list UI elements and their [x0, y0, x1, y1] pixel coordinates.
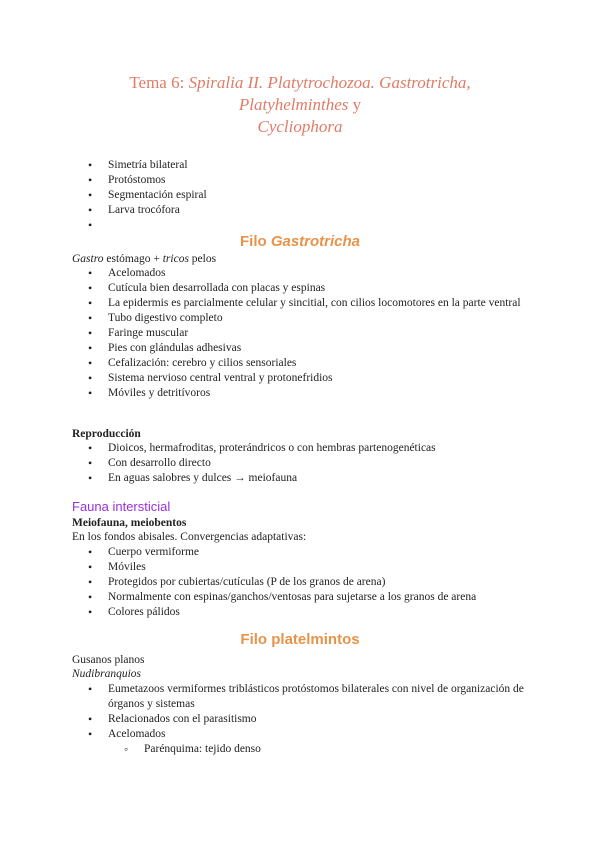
list-item-text: Acelomados — [108, 728, 166, 740]
interstitial-heading: Fauna intersticial — [72, 499, 171, 514]
title-platyhelminthes: Platyhelminthes — [238, 95, 349, 114]
list-item: • La epidermis es parcialmente celular y sincitial, con cilios locomotores en la parte ventral — [72, 296, 532, 311]
list-item: • Sistema nervioso central ventral y protonefridios — [72, 371, 532, 386]
list-item: • Móviles y detritívoros — [72, 386, 532, 401]
heading-taxon: Gastrotricha — [270, 233, 361, 250]
title-line-2 — [60, 94, 540, 116]
title-line-3 — [60, 116, 540, 138]
list-item: • Cuerpo vermiforme — [72, 545, 532, 560]
list-item: • Pies con glándulas adhesivas — [72, 341, 532, 356]
alternative-name: Nudibranquios — [72, 668, 142, 680]
reproduction-label: Reproducción — [72, 428, 141, 440]
sub-list — [108, 742, 532, 757]
list-item: • Segmentación espiral — [72, 188, 532, 203]
title-conjunction: y — [348, 95, 362, 114]
list-item: • Dioicos, hermafroditas, proterándricos o con hembras partenogenéticas — [72, 441, 532, 456]
list-item: • Cutícula bien desarrollada con placas y espinas — [72, 281, 532, 296]
title-cycliophora: Cycliophora — [257, 117, 343, 136]
platelmintos-features-list — [72, 682, 532, 757]
title-line-1 — [60, 72, 540, 94]
list-item: • Con desarrollo directo — [72, 456, 532, 471]
etym-mid: estómago + — [103, 253, 163, 265]
document-title — [60, 72, 540, 138]
list-item: • Relacionados con el parasitismo — [72, 712, 532, 727]
interstitial-intro: En los fondos abisales. Convergencias adaptativas: — [72, 531, 307, 543]
etymology-line — [72, 252, 532, 267]
list-item: • Móviles — [72, 560, 532, 575]
list-item: • Eumetazoos vermiformes triblásticos protóstomos bilaterales con nivel de organización de órganos y sistemas — [72, 682, 532, 712]
list-item-empty — [72, 218, 532, 233]
heading-prefix: Filo — [239, 233, 271, 250]
interstitial-adaptations-list — [72, 545, 532, 620]
etym-gastro: Gastro — [72, 253, 104, 265]
list-item: • Cefalización: cerebro y cilios sensoriales — [72, 356, 532, 371]
list-item: • Larva trocófora — [72, 203, 532, 218]
section-heading-platelmintos: Filo platelmintos — [240, 631, 360, 648]
list-item: • Acelomados — [72, 266, 532, 281]
sub-list-item: ◦ Parénquima: tejido denso — [108, 742, 532, 757]
interstitial-subheading: Meiofauna, meiobentos — [72, 517, 187, 529]
list-item: • Protóstomos — [72, 173, 532, 188]
common-name: Gusanos planos — [72, 654, 145, 666]
title-taxa: Spiralia II. Platytrochozoa. Gastrotricha, — [188, 73, 471, 92]
gastrotricha-features-list — [72, 266, 532, 401]
list-item: • Faringe muscular — [72, 326, 532, 341]
intro-characteristics-list — [72, 158, 532, 233]
list-item: • Simetría bilateral — [72, 158, 532, 173]
list-item: • En aguas salobres y dulces → meiofauna — [72, 471, 532, 486]
list-item: • Normalmente con espinas/ganchos/ventosas para sujetarse a los granos de arena — [72, 590, 532, 605]
list-item: • Colores pálidos — [72, 605, 532, 620]
list-item — [72, 727, 532, 757]
title-prefix: Tema 6: — [129, 73, 189, 92]
list-item: • Tubo digestivo completo — [72, 311, 532, 326]
section-heading-gastrotricha — [0, 233, 600, 250]
list-item: • Protegidos por cubiertas/cutículas (P de los granos de arena) — [72, 575, 532, 590]
reproduction-list — [72, 441, 532, 486]
etym-end: pelos — [188, 253, 217, 265]
etym-tricos: tricos — [162, 253, 189, 265]
